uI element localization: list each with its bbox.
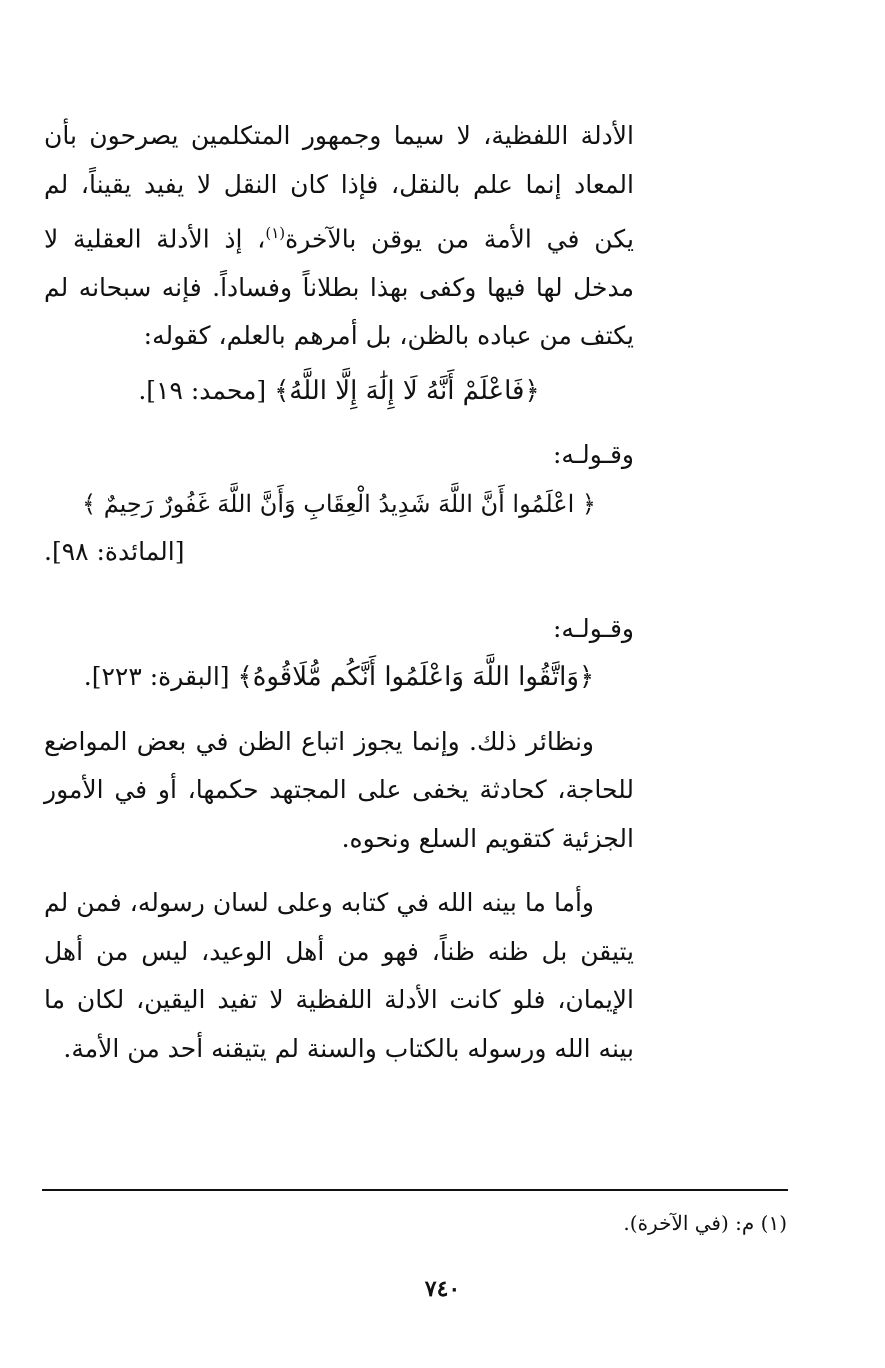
intro-2: وقـولـه:: [552, 440, 634, 470]
paragraph-1-text: الأدلة اللفظية، لا سيما وجمهور المتكلمين يصرحون بأن المعاد إنما علم بالنقل، فإذا كان النقل لا يفيد يقيناً، لم يكن في الأمة من يوقن بالآخرة: [44, 121, 634, 254]
paragraph-3: وأما ما بينه الله في كتابه وعلى لسان رسوله، فمن لم يتيقن بل ظنه ظناً، فهو من أهل الوعيد، ليس من أهل الإيمان، فلو كانت الأدلة اللفظية لا تفيد اليقين، لكان ما بينه الله ورسوله بالكتاب والسنة لم يتيقنه أحد من الأمة.: [44, 888, 634, 1063]
verse-1: ﴿فَاعْلَمْ أَنَّهُ لَا إِلَٰهَ إِلَّا اللَّهُ﴾: [274, 375, 540, 406]
main-text: [44, 112, 634, 1073]
footnote: (١) م: (في الآخرة).: [623, 1211, 787, 1235]
verse-1-reference: [محمد: ١٩].: [138, 375, 267, 405]
verse-2-reference: [المائدة: ٩٨].: [44, 537, 185, 567]
intro-3: وقـولـه:: [552, 613, 634, 643]
verse-1-line: [44, 367, 634, 416]
page-number: ٧٤٠: [424, 1276, 461, 1302]
paragraph-1-text-rest: ، إذ الأدلة العقلية لا مدخل لها فيها وكفى بهذا بطلاناً وفساداً. فإنه سبحانه لم يكتف من عباده بالظن، بل أمرهم بالعلم، كقوله:: [44, 224, 634, 351]
verse-3-reference: [البقرة: ٢٢٣].: [83, 662, 230, 692]
footnote-divider: [42, 1189, 788, 1191]
verse-2: ﴿ اعْلَمُوا أَنَّ اللَّهَ شَدِيدُ الْعِقَابِ وَأَنَّ اللَّهَ غَفُورٌ رَحِيمٌ ﴾: [82, 489, 596, 518]
paragraph-1: [44, 112, 634, 361]
verse-3: ﴿وَاتَّقُوا اللَّهَ وَاعْلَمُوا أَنَّكُم مُّلَاقُوهُ﴾: [237, 662, 595, 693]
verse-3-line: [44, 653, 634, 702]
paragraph-2: ونظائر ذلك. وإنما يجوز اتباع الظن في بعض المواضع للحاجة، كحادثة يخفى على المجتهد حكمها، أو في الأمور الجزئية كتقويم السلع ونحوه.: [44, 726, 634, 853]
footnote-marker: (١): [265, 224, 286, 242]
